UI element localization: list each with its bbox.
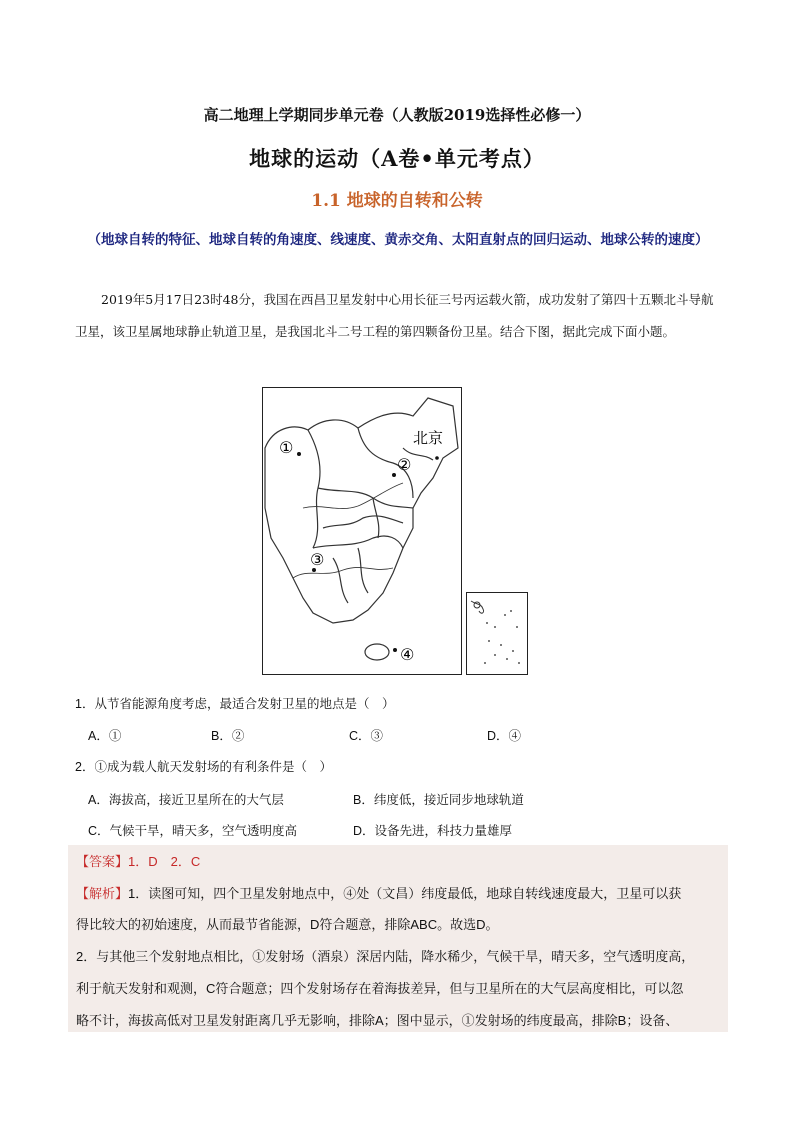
analysis-line-1 bbox=[76, 883, 726, 902]
site-4-label: ④ bbox=[400, 645, 415, 664]
china-map bbox=[262, 387, 462, 675]
q2-option-b: B．纬度低，接近同步地球轨道 bbox=[353, 793, 524, 807]
site-2-label: ② bbox=[397, 455, 412, 474]
page-title: 地球的运动（A卷•单元考点） bbox=[249, 146, 545, 171]
analysis-tag: 【解析】 bbox=[76, 886, 129, 901]
q1-option-b: B．② bbox=[211, 729, 245, 743]
analysis-text-1: 1．读图可知，四个卫星发射地点中，④处（文昌）纬度最低，地球自转线速度最大，卫星可以获 bbox=[128, 886, 682, 901]
answer-text: 1．D 2．C bbox=[128, 854, 201, 869]
site-1-label: ① bbox=[279, 438, 294, 457]
q2-option-d: D．设备先进，科技力量雄厚 bbox=[353, 824, 513, 838]
question-1-stem: 1．从节省能源角度考虑，最适合发射卫星的地点是（ ） bbox=[75, 697, 395, 711]
site-3-label: ③ bbox=[310, 550, 325, 569]
course-subtitle: 高二地理上学期同步单元卷（人教版2019选择性必修一） bbox=[203, 106, 591, 124]
analysis-line-3: 2．与其他三个发射地点相比，①发射场（酒泉）深居内陆，降水稀少，气候干旱，晴天多，空气透明度高， bbox=[76, 949, 695, 964]
analysis-line-2: 得比较大的初始速度，从而最节省能源，D符合题意，排除ABC。故选D。 bbox=[76, 917, 499, 932]
answer-line bbox=[76, 851, 726, 870]
question-2-stem: 2．①成为载人航天发射场的有利条件是（ ） bbox=[75, 760, 332, 774]
q1-option-d: D．④ bbox=[487, 729, 522, 743]
intro-paragraph: 2019年5月17日23时48分，我国在西昌卫星发射中心用长征三号丙运载火箭，成功发射了第四十五颗北斗导航卫星，该卫星属地球静止轨道卫星，是我国北斗二号工程的第四颗备份卫星。结合下图，据此完成下面小题。 bbox=[75, 292, 714, 339]
analysis-line-4: 利于航天发射和观测，C符合题意；四个发射场存在着海拔差异，但与卫星所在的大气层高度相比，可以忽 bbox=[76, 981, 684, 996]
q2-option-c: C．气候干旱，晴天多，空气透明度高 bbox=[88, 824, 298, 838]
south-china-sea-inset bbox=[466, 592, 528, 675]
q1-option-c: C．③ bbox=[349, 729, 384, 743]
answer-analysis-block bbox=[68, 845, 728, 1032]
answer-tag: 【答案】 bbox=[76, 854, 129, 869]
q2-option-a: A．海拔高，接近卫星所在的大气层 bbox=[88, 793, 284, 807]
topic-list: （地球自转的特征、地球自转的角速度、线速度、黄赤交角、太阳直射点的回归运动、地球公转的速度） bbox=[87, 232, 709, 248]
section-title: 1.1 地球的自转和公转 bbox=[311, 191, 483, 211]
beijing-label: 北京 bbox=[413, 429, 444, 447]
analysis-line-5: 略不计，海拔高低对卫星发射距离几乎无影响，排除A；图中显示，①发射场的纬度最高，排除B；设备、 bbox=[76, 1013, 679, 1028]
q1-option-a: A．① bbox=[88, 729, 122, 743]
